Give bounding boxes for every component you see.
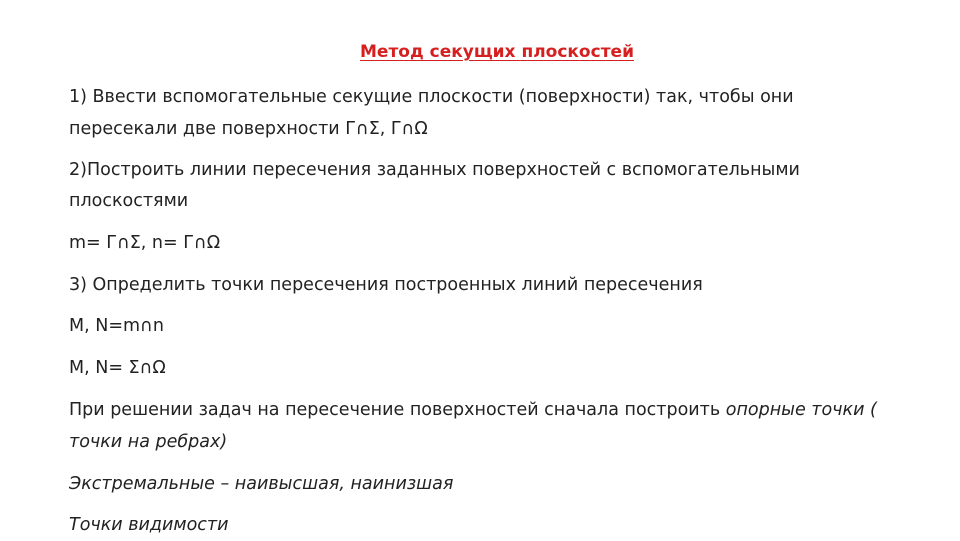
formula-mn-intersection: M, N=m∩n — [69, 316, 164, 336]
step-1-line-1: 1) Ввести вспомогательные секущие плоскости (поверхности) так, чтобы они — [69, 87, 794, 107]
slide-title-wrap — [360, 42, 634, 62]
extreme-points-line: Экстремальные – наивысшая, наинизшая — [69, 474, 454, 494]
step-2-line-2: плоскостями — [69, 191, 189, 211]
step-2-line-1: 2)Построить линии пересечения заданных поверхностей с вспомогательными — [69, 160, 800, 180]
paragraph-line-2: точки на ребрах) — [69, 432, 228, 452]
step-1-line-2: пересекали две поверхности Г∩Σ, Г∩Ω — [69, 119, 428, 139]
visibility-points-line: Точки видимости — [69, 515, 229, 535]
paragraph-line-1 — [69, 395, 877, 426]
formula-sigma-omega: M, N= Σ∩Ω — [69, 358, 166, 378]
paragraph-normal-text: При решении задач на пересечение поверхностей сначала построить — [69, 400, 726, 420]
slide-title: Метод секущих плоскостей — [360, 42, 634, 62]
paragraph-italic-text-1: опорные точки ( — [725, 400, 877, 420]
step-3-line: 3) Определить точки пересечения построенных линий пересечения — [69, 275, 703, 295]
formula-m-n: m= Г∩Σ, n= Г∩Ω — [69, 233, 221, 253]
